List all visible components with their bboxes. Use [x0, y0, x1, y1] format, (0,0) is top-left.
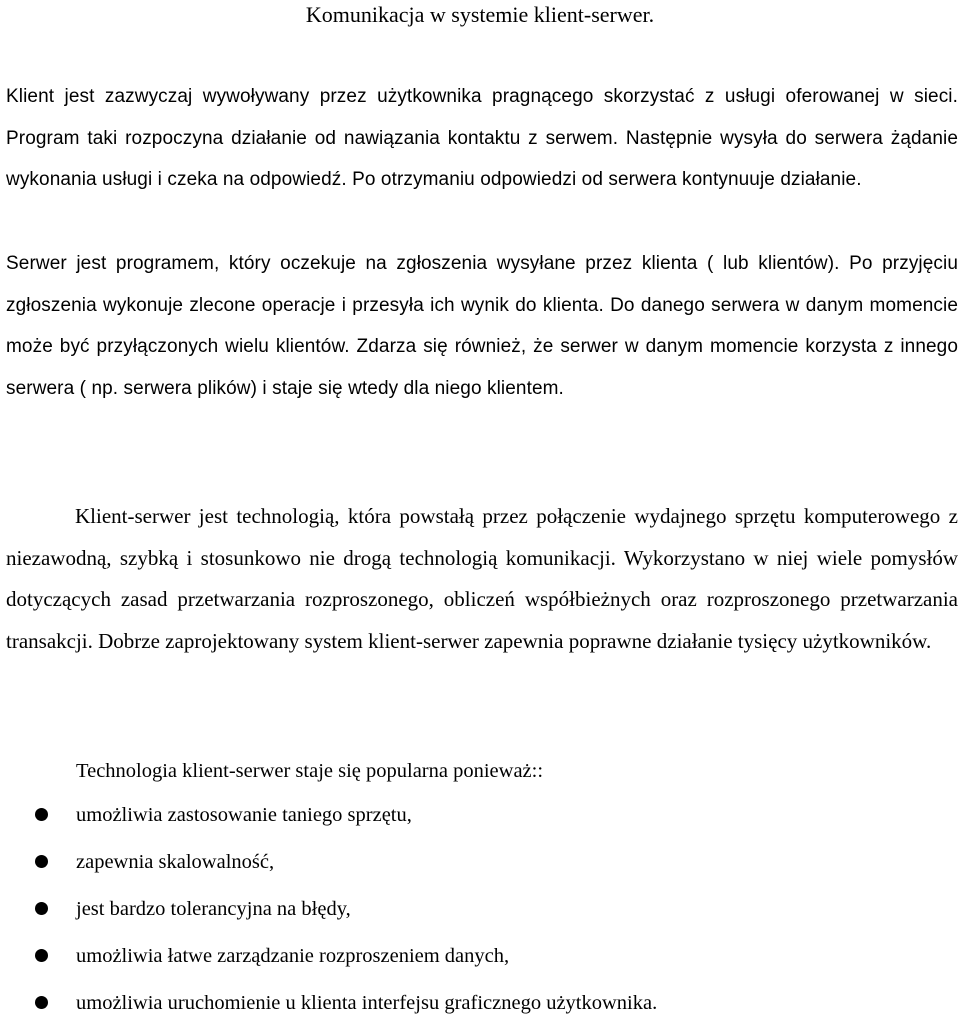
- list-item: [0, 988, 657, 1035]
- paragraph-server: Serwer jest programem, który oczekuje na zgłoszenia wysyłane przez klienta ( lub klientów). Po przyjęciu zgłoszenia wykonuje zlecone operacje i przesyła ich wynik do klienta. Do danego serwera w danym momencie może być przyłączonych wielu klientów. Zdarza się również, że serwer w danym momencie korzysta z innego serwera ( np. serwera plików) i staje się wtedy dla niego klientem.: [6, 253, 958, 399]
- bullet-icon: [35, 855, 48, 868]
- list-item-text: umożliwia uruchomienie u klienta interfejsu graficznego użytkownika.: [76, 992, 658, 1014]
- list-item: [0, 941, 657, 988]
- paragraph-client: Klient jest zazwyczaj wywoływany przez użytkownika pragnącego skorzystać z usługi oferowanej w sieci. Program taki rozpoczyna działanie od nawiązania kontaktu z serwem. Następnie wysyła do serwera żądanie wykonania usługi i czeka na odpowiedź. Po otrzymaniu odpowiedzi od serwera kontynuuje działanie.: [6, 86, 958, 190]
- bullet-icon: [35, 808, 48, 821]
- list-item-text: umożliwia łatwe zarządzanie rozproszeniem danych,: [76, 945, 510, 967]
- list-item: [0, 800, 657, 847]
- page-title: Komunikacja w systemie klient-serwer.: [305, 2, 655, 27]
- list-item-text: umożliwia zastosowanie taniego sprzętu,: [76, 804, 412, 826]
- paragraph-technology: Klient-serwer jest technologią, która powstałą przez połączenie wydajnego sprzętu komputerowego z niezawodną, szybką i stosunkowo nie drogą technologią komunikacji. Wykorzystano w niej wiele pomysłów dotyczących zasad przetwarzania rozproszonego, obliczeń współbieżnych oraz rozproszonego przetwarzania transakcji. Dobrze zaprojektowany system klient-serwer zapewnia poprawne działanie tysięcy użytkowników.: [6, 504, 958, 653]
- list-item: [0, 894, 657, 941]
- bullet-icon: [35, 902, 48, 915]
- bullet-icon: [35, 996, 48, 1009]
- list-item-text: jest bardzo tolerancyjna na błędy,: [76, 898, 351, 920]
- list-intro: Technologia klient-serwer staje się popularna ponieważ::: [76, 760, 544, 782]
- bullet-icon: [35, 949, 48, 962]
- list-item: [0, 847, 657, 894]
- list-item-text: zapewnia skalowalność,: [76, 851, 275, 873]
- advantages-list: [0, 800, 657, 1035]
